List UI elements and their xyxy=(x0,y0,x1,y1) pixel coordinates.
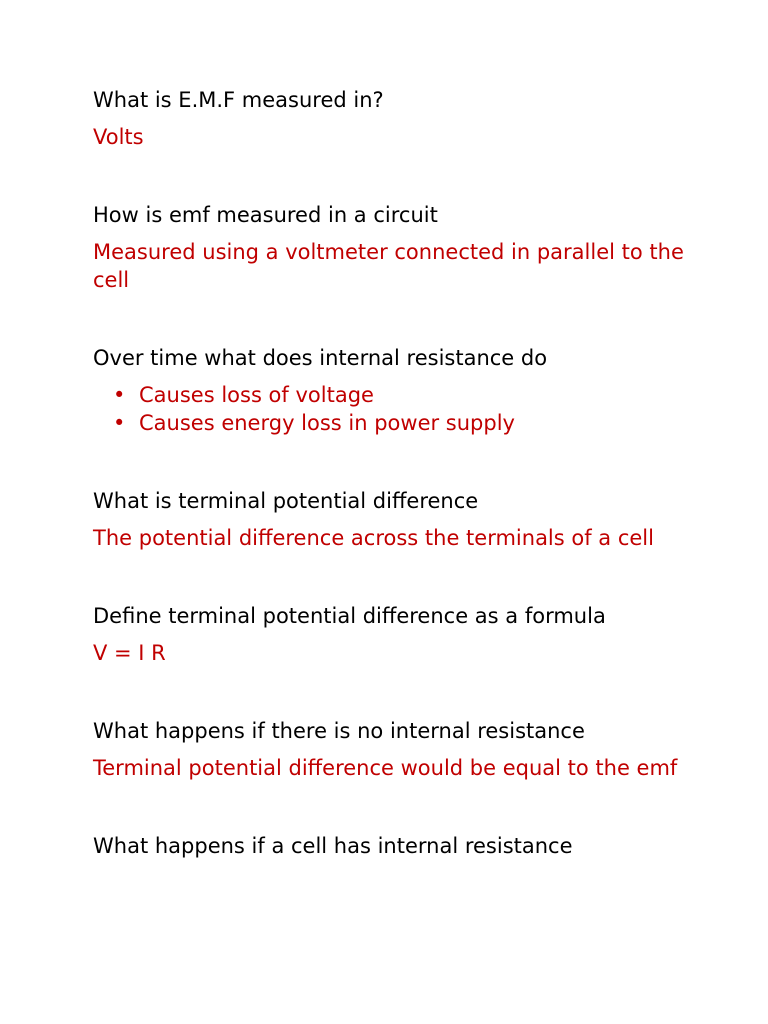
answer-bullet: • Causes loss of voltage xyxy=(139,381,693,409)
answer-text: Terminal potential difference would be equal to the emf xyxy=(93,756,678,780)
answer-text: The potential difference across the terminals of a cell xyxy=(93,526,654,550)
question-text: What happens if there is no internal resistance xyxy=(93,719,585,743)
qa-item xyxy=(93,717,693,782)
qa-item xyxy=(93,602,693,667)
qa-item xyxy=(93,832,693,860)
question-text: What happens if a cell has internal resistance xyxy=(93,834,573,858)
question-text: Define terminal potential difference as a formula xyxy=(93,604,606,628)
answer-bullet: • Causes energy loss in power supply xyxy=(139,409,693,437)
qa-item xyxy=(93,86,693,151)
answer-text: V = I R xyxy=(93,641,166,665)
answer-bullet-list xyxy=(93,381,693,437)
qa-item xyxy=(93,201,693,294)
document-page xyxy=(93,86,693,910)
qa-item xyxy=(93,487,693,552)
question-text: What is terminal potential difference xyxy=(93,489,479,513)
question-text: What is E.M.F measured in? xyxy=(93,88,384,112)
qa-item xyxy=(93,344,693,437)
question-text: How is emf measured in a circuit xyxy=(93,203,438,227)
question-text: Over time what does internal resistance do xyxy=(93,346,548,370)
answer-text: Measured using a voltmeter connected in parallel to the cell xyxy=(93,240,684,292)
answer-text: Volts xyxy=(93,125,144,149)
